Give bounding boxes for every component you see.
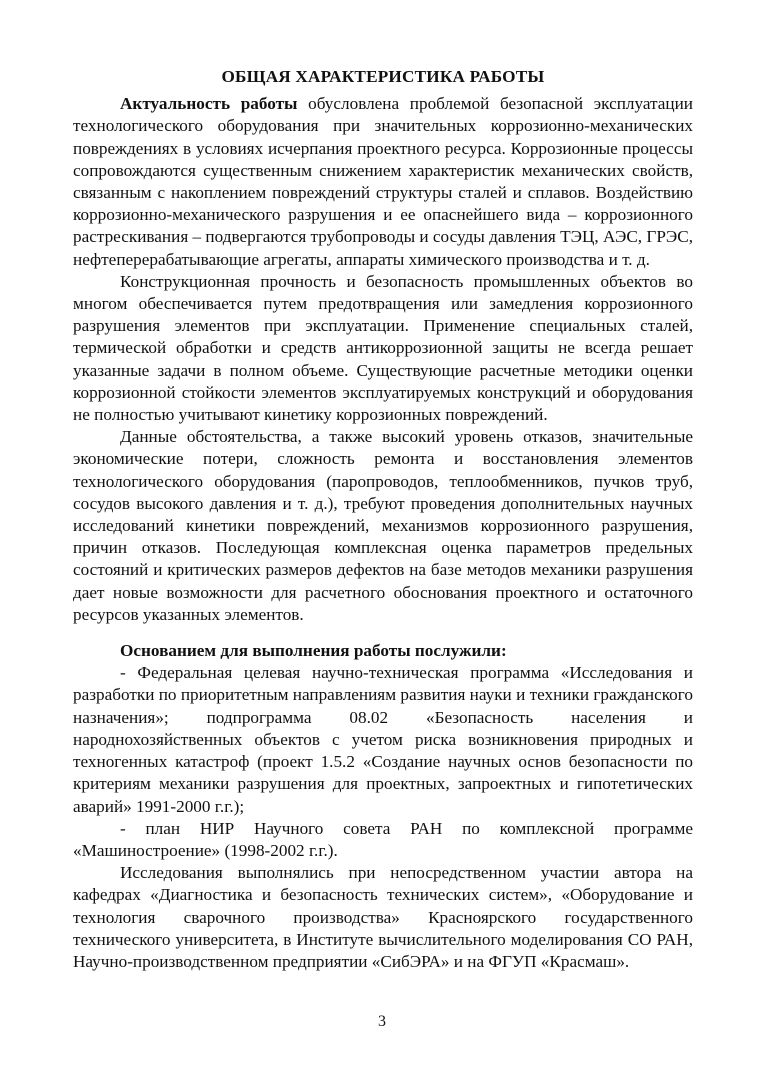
page-title: ОБЩАЯ ХАРАКТЕРИСТИКА РАБОТЫ [221,67,545,86]
paragraph-circumstances: Данные обстоятельства, а также высокий уровень отказов, значительные экономические потери, сложность ремонта и восстановления элементов технологического оборудования (паропроводов, теплообменников, пучков труб, сосудов высокого давления и т. д.), требуют проведения дополнительных научных исследований кинетики повреждений, механизмов коррозионного разрушения, причин отказов. Последующая комплексная оценка параметров предельных состояний и критических размеров дефектов на базе методов механики разрушения дает новые возможности для расчетного обоснования проектного и остаточного ресурсов указанных элементов. [73,427,693,624]
basis-heading: Основанием для выполнения работы послужили: [120,641,507,661]
paragraph-research-sites: Исследования выполнялись при непосредственном участии автора на кафедрах «Диагностика и безопасность технических систем», «Оборудование и технология сварочного производства» Красноярского государственного технического университета, в Институте вычислительного моделирования СО РАН, Научно-производственном предприятии «СибЭРА» и на ФГУП «Красмаш». [73,863,693,971]
paragraph-structural-strength: Конструкционная прочность и безопасность промышленных объектов во многом обеспечивается путем предотвращения или замедления коррозионного разрушения элементов при эксплуатации. Применение специальных сталей, термической обработки и средств антикоррозионной защиты не всегда решает указанные задачи в полном объеме. Существующие расчетные методики оценки коррозионной стойкости элементов эксплуатируемых конструкций и оборудования не полностью учитывают кинетику коррозионных повреждений. [73,271,693,425]
relevance-lead: Актуальность работы [120,94,298,114]
relevance-paragraph [73,93,693,271]
page-number: 3 [378,1013,386,1030]
basis-item-ran-plan: - план НИР Научного совета РАН по комплексной программе «Машиностроение» (1998-2002 г.г.). [73,818,693,860]
basis-item-federal-program: - Федеральная целевая научно-техническая программа «Исследования и разработки по приоритетным направлениям развития науки и техники гражданского назначения»; подпрограмма 08.02 «Безопасность населения и народнохозяйственных объектов с учетом риска возникновения природных и техногенных катастроф (проект 1.5.2 «Создание научных основ безопасности по критериям механики разрушения для проектных, запроектных и гипотетических аварий» 1991-2000 г.г.); [73,663,693,816]
document-page [73,66,693,973]
relevance-text: обусловлена проблемой безопасной эксплуатации технологического оборудования при значительных коррозионно-механических повреждениях в условиях исчерпания проектного ресурса. Коррозионные процессы сопровождаются существенным снижением характеристик механических свойств, связанным с накоплением повреждений структуры сталей и сплавов. Воздействию коррозионно-механического разрушения и ее опаснейшего вида – коррозионного растрескивания – подвергаются трубопроводы и сосуды давления ТЭЦ, АЭС, ГРЭС, нефтеперерабатывающие агрегаты, аппараты химического производства и т. д. [73,94,693,269]
